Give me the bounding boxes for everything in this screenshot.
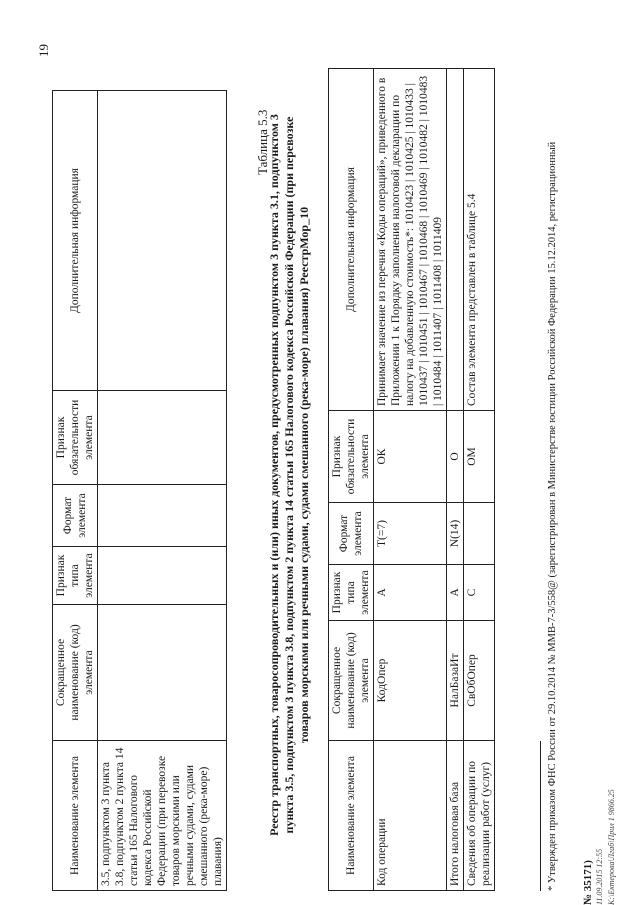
header-cell: Дополнительная информация <box>329 69 374 411</box>
header-cell: Признак типа элемента <box>53 547 98 605</box>
table-cell <box>98 485 227 547</box>
table-cell: О <box>447 411 464 503</box>
table-cell: А <box>374 565 447 621</box>
header-cell: Формат элемента <box>53 485 98 547</box>
registration-stamp <box>582 789 618 905</box>
table-label: Таблица 5.3 <box>255 109 270 175</box>
header-cell: Признак обязательности элемента <box>329 411 374 503</box>
header-cell: Признак типа элемента <box>329 565 374 621</box>
page-number: 19 <box>36 44 51 57</box>
table-header-row <box>53 91 98 891</box>
header-cell: Наименование элемента <box>329 741 374 891</box>
table-row <box>374 69 447 891</box>
footnote: * Утвержден приказом ФНС России от 29.10.2014 № ММВ-7-3/558@ (зарегистрирован в Министерстве юстиции Российской Федерации 15.12.2014, регистрационный <box>547 141 558 891</box>
table-header-row <box>329 69 374 891</box>
continued-table <box>52 90 227 891</box>
header-cell: Наименование элемента <box>53 741 98 891</box>
table-cell <box>98 91 227 391</box>
table-cell: 3.5, подпунктом 3 пункта 3.8, подпунктом 2 пункта 14 статьи 165 Налогового кодекса Российской Федерации (при перевозке товаров морскими или речными судами, судами смешанного (река-море) плавания) <box>98 741 227 891</box>
table-cell: А <box>447 565 464 621</box>
table-row <box>464 69 495 891</box>
header-cell: Сокращенное наименование (код) элемента <box>53 605 98 741</box>
table-cell <box>464 503 495 565</box>
table-cell: Итого налоговая база <box>447 741 464 891</box>
table-row <box>447 69 464 891</box>
table-title: Реестр транспортных, товаросопроводительных и (или) иных документов, предусмотренных подпунктом 3 пункта 3.1, подпунктом 3 пункта 3.5, подпунктом 3 пункта 3.8, подпунктом 2 пункта 14 статьи 165 Налогового кодекса Российской Федерации (при перевозке товаров морскими или речными судами, судами смешанного (река-море) плавания) РеестрМор_10 <box>267 114 311 836</box>
table-cell <box>447 69 464 411</box>
header-cell: Сокращенное наименование (код) элемента <box>329 621 374 741</box>
table-cell: НалБазаИт <box>447 621 464 741</box>
table-cell <box>98 391 227 485</box>
header-cell: Дополнительная информация <box>53 91 98 391</box>
table-cell: Сведения об операции по реализации работ (услуг) <box>464 741 495 891</box>
stamp-note: К:\Ектерова\Лгаб\Прил 1 9866.25 <box>607 789 616 905</box>
stamp-date: 11.09.2015 12:55 <box>595 848 604 905</box>
table-cell: Код операции <box>374 741 447 891</box>
table-cell: ОК <box>374 411 447 503</box>
table-cell: КодОпер <box>374 621 447 741</box>
header-cell: Формат элемента <box>329 503 374 565</box>
table-cell <box>98 547 227 605</box>
table-cell: T(=7) <box>374 503 447 565</box>
registration-number: № 35171) <box>582 860 594 905</box>
table-cell: СвОбОпер <box>464 621 495 741</box>
table-cell: С <box>464 565 495 621</box>
table-cell: N(14) <box>447 503 464 565</box>
table-cell: ОМ <box>464 411 495 503</box>
table-cell: Принимает значение из перечня «Коды операций», приведенного в Приложении 1 к Порядку заполнения налоговой декларации по налогу на добавленную стоимость*: 1010423 | 1010425 | 1010433 | 1010437 | 1010451 | 1010467 | 1010468 | 1010469 | 1010482 | 1010483 | 1010484 | 1011407 | 1011408 | 1011409 <box>374 69 447 411</box>
header-cell: Признак обязательности элемента <box>53 391 98 485</box>
table-cell: Состав элемента представлен в таблице 5.4 <box>464 69 495 411</box>
table-cell <box>98 605 227 741</box>
register-table <box>328 68 495 891</box>
table-row <box>98 91 227 891</box>
footnote-divider <box>540 741 541 891</box>
